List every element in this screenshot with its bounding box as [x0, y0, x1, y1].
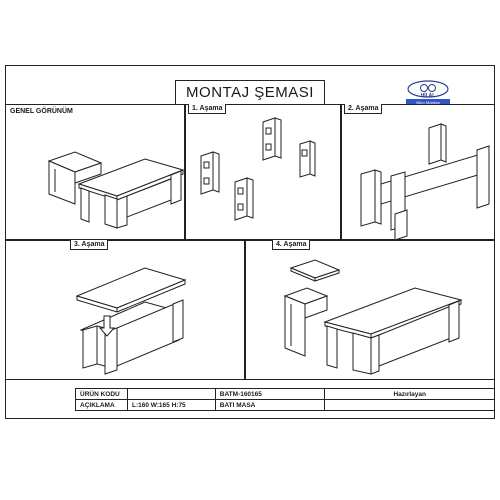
step-3-drawing	[5, 240, 245, 380]
dimensions-value: L:160 W:165 H:75	[127, 400, 215, 411]
panel-label-step-2: 2. Aşama	[344, 104, 382, 114]
product-code-label: ÜRÜN KODU	[76, 389, 128, 400]
logo-brand-bottom: Büro Mobilya	[416, 100, 440, 105]
logo-brand-top: HİLAL	[420, 93, 436, 99]
product-name-value: BATI MASA	[215, 400, 325, 411]
empty-cell	[127, 389, 215, 400]
general-view-drawing	[5, 104, 185, 240]
product-info-table	[75, 388, 495, 411]
panel-label-step-1: 1. Aşama	[188, 104, 226, 114]
panel-label-general: GENEL GÖRÜNÜM	[10, 108, 73, 115]
step-2-drawing	[341, 104, 495, 240]
hilal-logo	[400, 79, 456, 107]
description-label: AÇIKLAMA	[76, 400, 128, 411]
table-row	[76, 389, 495, 400]
panel-label-step-3: 3. Aşama	[70, 240, 108, 250]
product-code-value: BATM-160165	[215, 389, 325, 400]
panel-label-step-4: 4. Aşama	[272, 240, 310, 250]
table-row	[76, 400, 495, 411]
step-1-drawing	[185, 104, 341, 240]
empty-cell	[325, 400, 495, 411]
page-title: MONTAJ ŞEMASI	[175, 80, 325, 104]
prepared-by-label: Hazırlayan	[325, 389, 495, 400]
step-4-drawing	[245, 240, 495, 380]
